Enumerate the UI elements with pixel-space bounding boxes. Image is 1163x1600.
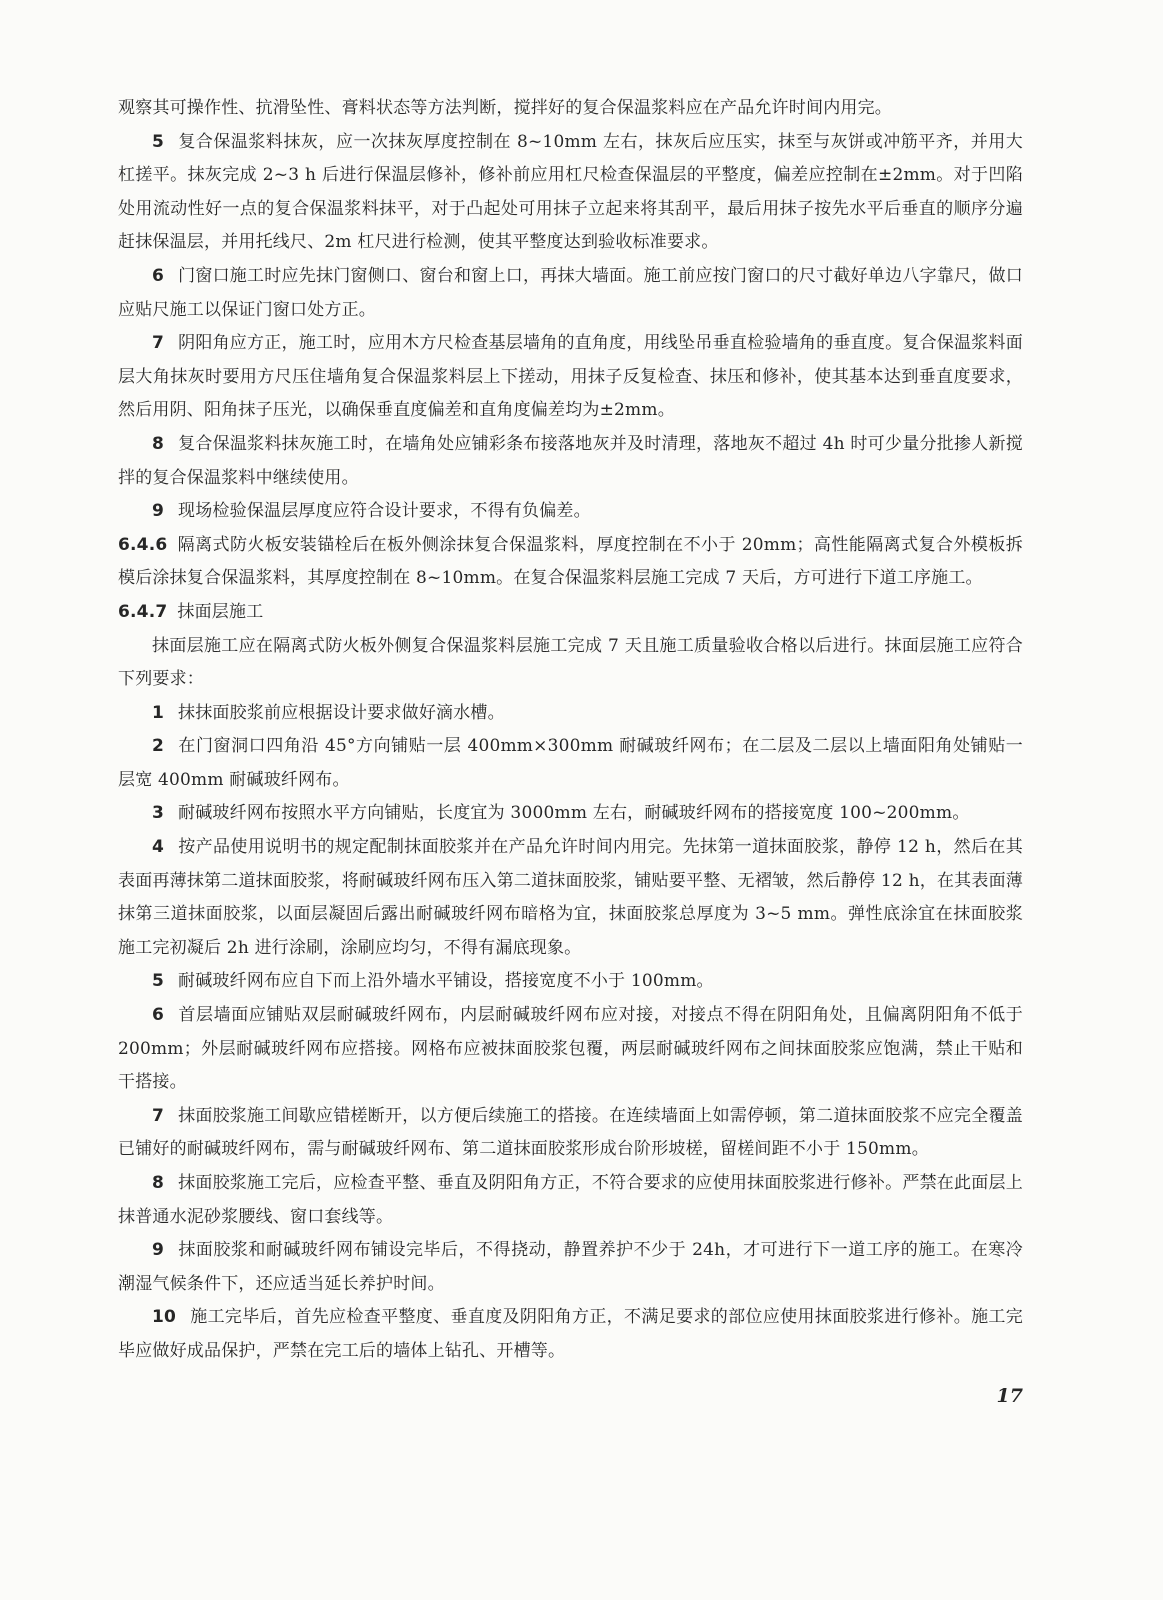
item-number: 10 <box>152 1307 177 1328</box>
list-item <box>118 126 1023 260</box>
item-number: 1 <box>152 702 165 723</box>
item-text: 首层墙面应铺贴双层耐碱玻纤网布，内层耐碱玻纤网布应对接，对接点不得在阴阳角处，且偏离阴阳角不低于 200mm；外层耐碱玻纤网布应搭接。网格布应被抹面胶浆包覆，两层耐碱玻纤网布之间抹面胶浆应饱满，禁止干贴和干搭接。 <box>118 1005 1023 1093</box>
paragraph-continuation: 观察其可操作性、抗滑坠性、膏料状态等方法判断，搅拌好的复合保温浆料应在产品允许时间内用完。 <box>118 98 892 118</box>
item-text: 门窗口施工时应先抹门窗侧口、窗台和窗上口，再抹大墙面。施工前应按门窗口的尺寸截好单边八字靠尺，做口应贴尺施工以保证门窗口处方正。 <box>118 265 1023 320</box>
item-text: 抹抹面胶浆前应根据设计要求做好滴水槽。 <box>178 702 505 723</box>
item-number: 2 <box>152 736 165 757</box>
item-text: 在门窗洞口四角沿 45°方向铺贴一层 400mm×300mm 耐碱玻纤网布；在二层及二层以上墙面阳角处铺贴一层宽 400mm 耐碱玻纤网布。 <box>118 736 1023 790</box>
list-item <box>118 495 1023 529</box>
item-number: 8 <box>152 1173 165 1193</box>
item-text: 复合保温浆料抹灰施工时，在墙角处应铺彩条布接落地灰并及时清理，落地灰不超过 4h 时可少量分批掺人新搅拌的复合保温浆料中继续使用。 <box>118 433 1023 488</box>
list-item <box>118 965 1023 999</box>
item-text: 抹面胶浆和耐碱玻纤网布铺设完毕后，不得挠动，静置养护不少于 24h，才可进行下一道工序的施工。在寒冷潮湿气候条件下，还应适当延长养护时间。 <box>118 1240 1023 1294</box>
list-item <box>118 1167 1023 1234</box>
item-number: 7 <box>152 333 165 354</box>
section-number: 6.4.7 <box>118 601 168 622</box>
list-item <box>118 797 1023 831</box>
list-item <box>118 1100 1023 1167</box>
paragraph: 抹面层施工应在隔离式防火板外侧复合保温浆料层施工完成 7 天且施工质量验收合格以后进行。抹面层施工应符合下列要求： <box>118 635 1023 690</box>
item-number: 7 <box>152 1105 165 1126</box>
section-text: 隔离式防火板安装锚栓后在板外侧涂抹复合保温浆料，厚度控制在不小于 20mm；高性能隔离式复合外模板拆模后涂抹复合保温浆料，其厚度控制在 8~10mm。在复合保温浆料层施工完成 7 天后，方可进行下道工序施工。 <box>118 534 1023 589</box>
list-item <box>118 697 1023 731</box>
item-text: 抹面胶浆施工间歇应错槎断开，以方便后续施工的搭接。在连续墙面上如需停顿，第二道抹面胶浆不应完全覆盖已铺好的耐碱玻纤网布，需与耐碱玻纤网布、第二道抹面胶浆形成台阶形坡槎，留槎间距不小于 150mm。 <box>118 1105 1023 1160</box>
section-paragraph <box>118 529 1023 596</box>
item-number: 6 <box>152 1005 165 1026</box>
list-item <box>118 1234 1023 1301</box>
list-item <box>118 260 1023 327</box>
item-number: 9 <box>152 501 165 522</box>
item-text: 耐碱玻纤网布应自下而上沿外墙水平铺设，搭接宽度不小于 100mm。 <box>178 971 714 992</box>
item-text: 施工完毕后，首先应检查平整度、垂直度及阴阳角方正，不满足要求的部位应使用抹面胶浆进行修补。施工完毕应做好成品保护，严禁在完工后的墙体上钻孔、开槽等。 <box>118 1307 1023 1361</box>
list-item <box>118 831 1023 965</box>
item-text: 按产品使用说明书的规定配制抹面胶浆并在产品允许时间内用完。先抹第一道抹面胶浆，静停 12 h，然后在其表面再薄抹第二道抹面胶浆，将耐碱玻纤网布压入第二道抹面胶浆，铺贴要平整、无褶皱，然后静停 12 h，在其表面薄抹第三道抹面胶浆，以面层凝固后露出耐碱玻纤网布暗格为宜，抹面胶浆总厚度为 3~5 mm。弹性底涂宜在抹面胶浆施工完初凝后 2h 进行涂刷，涂刷应均匀，不得有漏底现象。 <box>118 837 1023 958</box>
list-item <box>118 730 1023 797</box>
item-number: 5 <box>152 971 165 992</box>
item-text: 耐碱玻纤网布按照水平方向铺贴，长度宜为 3000mm 左右，耐碱玻纤网布的搭接宽度 100~200mm。 <box>178 803 970 824</box>
page-number: 17 <box>996 1385 1023 1407</box>
list-item <box>118 428 1023 495</box>
item-number: 3 <box>152 803 165 824</box>
section-number: 6.4.6 <box>118 534 168 555</box>
item-number: 4 <box>152 837 165 858</box>
item-number: 9 <box>152 1240 165 1261</box>
section-heading <box>118 596 1023 630</box>
item-text: 阴阳角应方正，施工时，应用木方尺检查基层墙角的直角度，用线坠吊垂直检验墙角的垂直度。复合保温浆料面层大角抹灰时要用方尺压住墙角复合保温浆料层上下搓动，用抹子反复检查、抹压和修补，使其基本达到垂直度要求，然后用阴、阳角抹子压光，以确保垂直度偏差和直角度偏差均为±2mm。 <box>118 333 1023 421</box>
section-title: 抹面层施工 <box>177 601 264 622</box>
item-number: 5 <box>152 131 165 152</box>
list-item <box>118 327 1023 428</box>
item-text: 抹面胶浆施工完后，应检查平整、垂直及阴阳角方正，不符合要求的应使用抹面胶浆进行修补。严禁在此面层上抹普通水泥砂浆腰线、窗口套线等。 <box>118 1173 1023 1227</box>
list-item <box>118 1301 1023 1368</box>
document-body <box>118 92 1023 1369</box>
item-number: 8 <box>152 433 165 454</box>
item-text: 现场检验保温层厚度应符合设计要求，不得有负偏差。 <box>178 501 591 522</box>
item-text: 复合保温浆料抹灰，应一次抹灰厚度控制在 8~10mm 左右，抹灰后应压实，抹至与灰饼或冲筋平齐，并用大杠搓平。抹灰完成 2~3 h 后进行保温层修补，修补前应用杠尺检查保温层的平整度，偏差应控制在±2mm。对于凹陷处用流动性好一点的复合保温浆料抹平，对于凸起处可用抹子立起来将其刮平，最后用抹子按先水平后垂直的顺序分遍赶抹保温层，并用托线尺、2m 杠尺进行检测，使其平整度达到验收标准要求。 <box>118 131 1023 253</box>
item-number: 6 <box>152 265 165 286</box>
list-item <box>118 999 1023 1100</box>
